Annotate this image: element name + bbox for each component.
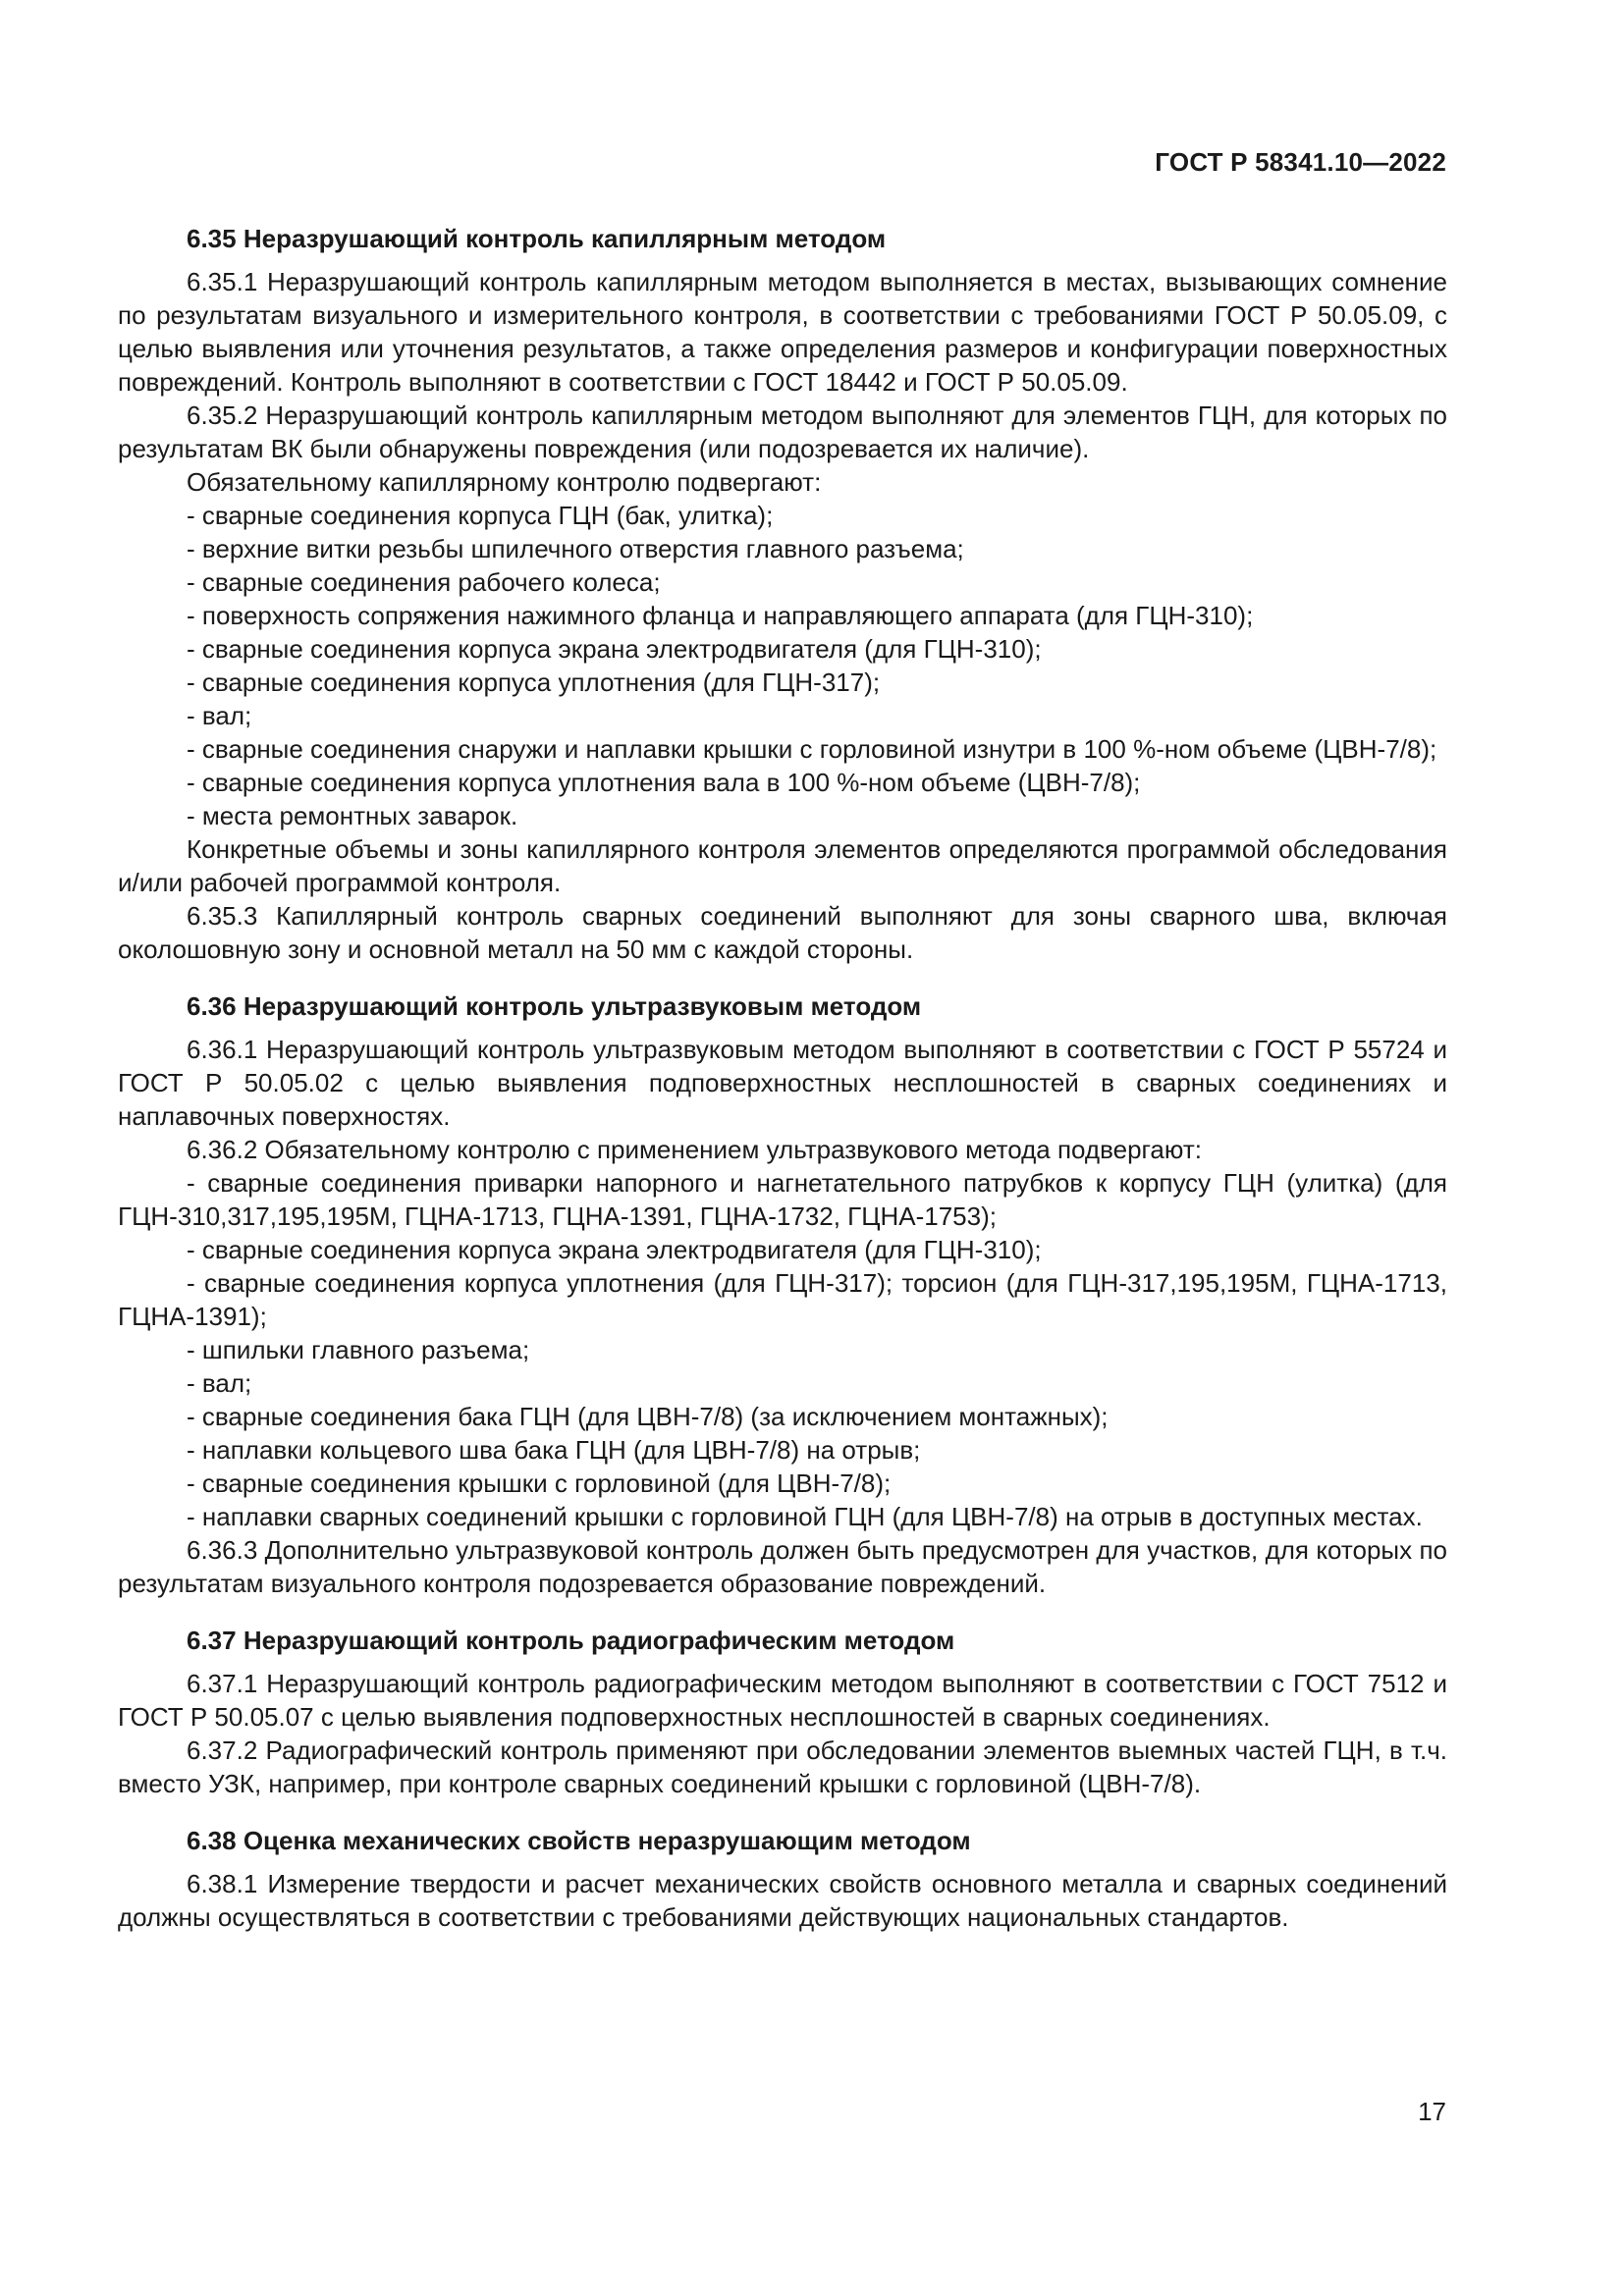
paragraph: 6.35.2 Неразрушающий контроль капиллярным методом выполняют для элементов ГЦН, для которых по результатам ВК были обнаружены повреждения (или подозревается их наличие). — [118, 400, 1447, 463]
paragraph: 6.38.1 Измерение твердости и расчет механических свойств основного металла и сварных соединений должны осуществляться в соответствии с требованиями действующих национальных стандартов. — [118, 1869, 1447, 1932]
section-title: 6.37 Неразрушающий контроль радиографическим методом — [187, 1626, 955, 1655]
list-item: - сварные соединения крышки с горловиной (для ЦВН-7/8); — [187, 1468, 892, 1498]
list-item: - сварные соединения корпуса ГЦН (бак, улитка); — [187, 501, 774, 530]
section-6-38 — [118, 1824, 1447, 1934]
list-item: - сварные соединения рабочего колеса; — [187, 567, 661, 597]
list-item: - наплавки сварных соединений крышки с горловиной ГЦН (для ЦВН-7/8) на отрыв в доступных местах. — [187, 1502, 1423, 1531]
section-title: 6.38 Оценка механических свойств неразрушающим методом — [187, 1826, 971, 1855]
paragraph: 6.36.1 Неразрушающий контроль ультразвуковым методом выполняют в соответствии с ГОСТ Р 55724 и ГОСТ Р 50.05.02 с целью выявления подповерхностных несплошностей в сварных соединениях и наплавочных поверхностях. — [118, 1035, 1447, 1131]
list-item: - сварные соединения бака ГЦН (для ЦВН-7/8) (за исключением монтажных); — [187, 1402, 1109, 1431]
list-item: - поверхность сопряжения нажимного фланца и направляющего аппарата (для ГЦН-310); — [187, 601, 1254, 630]
list-item: - наплавки кольцевого шва бака ГЦН (для ЦВН-7/8) на отрыв; — [187, 1435, 921, 1465]
list-item: - вал; — [187, 1368, 252, 1398]
page-number: 17 — [1418, 2097, 1446, 2126]
list-item: - вал; — [187, 701, 252, 730]
paragraph: Конкретные объемы и зоны капиллярного контроля элементов определяются программой обследования и/или рабочей программой контроля. — [118, 834, 1447, 897]
list-item: - верхние витки резьбы шпилечного отверстия главного разъема; — [187, 534, 964, 563]
paragraph: 6.36.3 Дополнительно ультразвуковой контроль должен быть предусмотрен для участков, для которых по результатам визуального контроля подозревается образование повреждений. — [118, 1535, 1447, 1598]
section-6-35 — [118, 222, 1447, 966]
paragraph: 6.35.1 Неразрушающий контроль капиллярным методом выполняется в местах, вызывающих сомнение по результатам визуального и измерительного контроля, в соответствии с требованиями ГОСТ Р 50.05.09, с целью выявления или уточнения результатов, а также определения размеров и конфигурации поверхностных повреждений. Контроль выполняют в соответствии с ГОСТ 18442 и ГОСТ Р 50.05.09. — [118, 267, 1447, 397]
section-title: 6.35 Неразрушающий контроль капиллярным методом — [187, 224, 887, 253]
list-item: - сварные соединения корпуса уплотнения (для ГЦН-317); — [187, 667, 881, 697]
paragraph: 6.35.3 Капиллярный контроль сварных соединений выполняют для зоны сварного шва, включая околошовную зону и основной металл на 50 мм с каждой стороны. — [118, 901, 1447, 964]
list-item: - места ремонтных заварок. — [187, 801, 518, 830]
list-item: - сварные соединения корпуса экрана электродвигателя (для ГЦН-310); — [187, 634, 1042, 664]
paragraph: Обязательному капиллярному контролю подвергают: — [187, 467, 822, 497]
paragraph: 6.36.2 Обязательному контролю с применением ультразвукового метода подвергают: — [187, 1135, 1202, 1164]
section-title: 6.36 Неразрушающий контроль ультразвуковым методом — [187, 991, 922, 1021]
section-6-36 — [118, 989, 1447, 1600]
list-item: - сварные соединения корпуса уплотнения (для ГЦН-317); торсион (для ГЦН-317,195,195М, ГЦНА-1713, ГЦНА-1391); — [118, 1268, 1447, 1331]
list-item: - сварные соединения приварки напорного и нагнетательного патрубков к корпусу ГЦН (улитка) (для ГЦН-310,317,195,195М, ГЦНА-1713, ГЦНА-1391, ГЦНА-1732, ГЦНА-1753); — [118, 1168, 1447, 1231]
document-body — [118, 222, 1447, 1934]
section-6-37 — [118, 1624, 1447, 1800]
paragraph: 6.37.1 Неразрушающий контроль радиографическим методом выполняют в соответствии с ГОСТ 7512 и ГОСТ Р 50.05.07 с целью выявления подповерхностных несплошностей в сварных соединениях. — [118, 1669, 1447, 1732]
list-item: - сварные соединения корпуса экрана электродвигателя (для ГЦН-310); — [187, 1235, 1042, 1264]
document-code-header: ГОСТ Р 58341.10—2022 — [1155, 147, 1446, 177]
list-item: - сварные соединения снаружи и наплавки крышки с горловиной изнутри в 100 %-ном объеме (ЦВН-7/8); — [187, 734, 1437, 764]
paragraph: 6.37.2 Радиографический контроль применяют при обследовании элементов выемных частей ГЦН, в т.ч. вместо УЗК, например, при контроле сварных соединений крышки с горловиной (ЦВН-7/8). — [118, 1735, 1447, 1798]
list-item: - сварные соединения корпуса уплотнения вала в 100 %-ном объеме (ЦВН-7/8); — [187, 768, 1141, 797]
list-item: - шпильки главного разъема; — [187, 1335, 530, 1364]
